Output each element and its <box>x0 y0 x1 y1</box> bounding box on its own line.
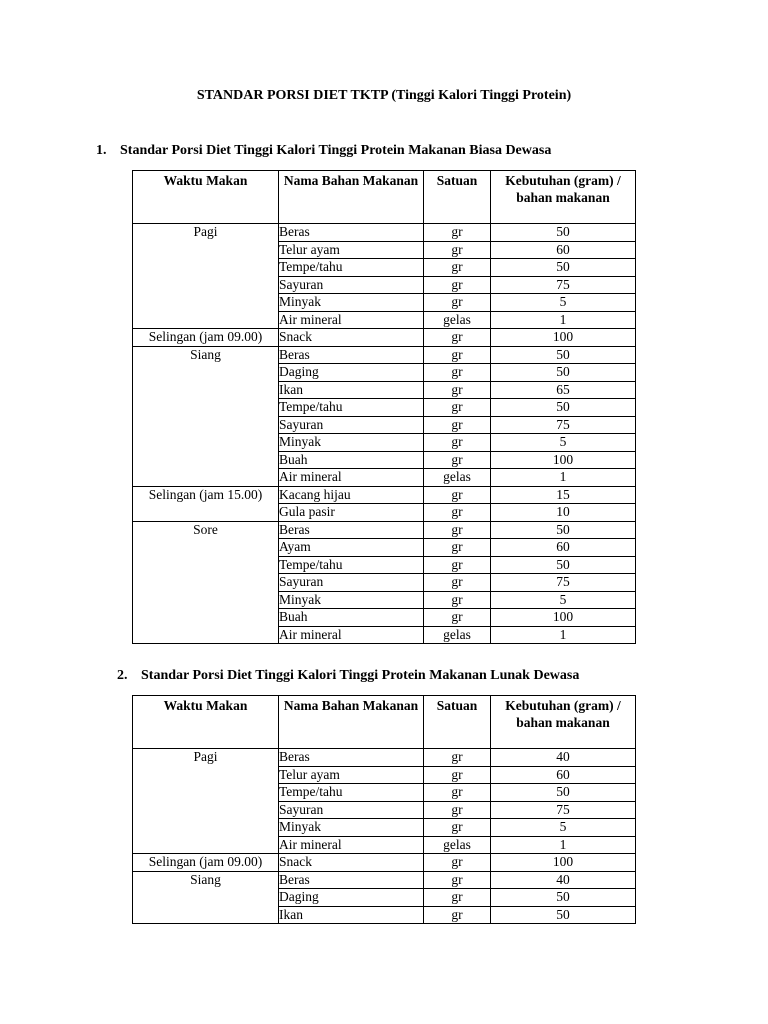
unit-cell: gr <box>424 294 491 312</box>
table-row <box>133 329 636 347</box>
requirement-cell: 40 <box>491 749 636 767</box>
section-2-heading <box>117 668 579 684</box>
unit-cell: gr <box>424 346 491 364</box>
requirement-cell: 40 <box>491 871 636 889</box>
unit-cell: gr <box>424 766 491 784</box>
food-name-cell: Snack <box>279 854 424 872</box>
food-name-cell: Air mineral <box>279 469 424 487</box>
unit-cell: gr <box>424 819 491 837</box>
unit-cell: gr <box>424 784 491 802</box>
requirement-cell: 1 <box>491 626 636 644</box>
food-name-cell: Minyak <box>279 294 424 312</box>
unit-cell: gr <box>424 889 491 907</box>
food-name-cell: Telur ayam <box>279 241 424 259</box>
header-requirement: Kebutuhan (gram) / bahan makanan <box>491 696 636 749</box>
header-food-name: Nama Bahan Makanan <box>279 171 424 224</box>
unit-cell: gr <box>424 609 491 627</box>
header-unit: Satuan <box>424 171 491 224</box>
header-meal-time: Waktu Makan <box>133 171 279 224</box>
requirement-cell: 75 <box>491 276 636 294</box>
food-name-cell: Sayuran <box>279 416 424 434</box>
section-2-heading-text: Standar Porsi Diet Tinggi Kalori Tinggi Protein Makanan Lunak Dewasa <box>141 668 580 683</box>
food-name-cell: Beras <box>279 749 424 767</box>
requirement-cell: 65 <box>491 381 636 399</box>
table-row <box>133 224 636 242</box>
requirement-cell: 100 <box>491 329 636 347</box>
portion-table-1 <box>132 170 636 644</box>
unit-cell: gr <box>424 364 491 382</box>
requirement-cell: 50 <box>491 521 636 539</box>
meal-time-cell: Siang <box>133 346 279 486</box>
unit-cell: gr <box>424 574 491 592</box>
food-name-cell: Beras <box>279 224 424 242</box>
unit-cell: gr <box>424 486 491 504</box>
food-name-cell: Beras <box>279 346 424 364</box>
requirement-cell: 50 <box>491 259 636 277</box>
meal-time-cell: Sore <box>133 521 279 644</box>
food-name-cell: Gula pasir <box>279 504 424 522</box>
meal-time-cell: Selingan (jam 09.00) <box>133 854 279 872</box>
unit-cell: gr <box>424 381 491 399</box>
requirement-cell: 100 <box>491 451 636 469</box>
food-name-cell: Sayuran <box>279 574 424 592</box>
requirement-cell: 1 <box>491 836 636 854</box>
food-name-cell: Minyak <box>279 434 424 452</box>
requirement-cell: 50 <box>491 556 636 574</box>
requirement-cell: 60 <box>491 241 636 259</box>
meal-time-cell: Selingan (jam 09.00) <box>133 329 279 347</box>
requirement-cell: 1 <box>491 311 636 329</box>
food-name-cell: Beras <box>279 871 424 889</box>
unit-cell: gr <box>424 504 491 522</box>
header-meal-time: Waktu Makan <box>133 696 279 749</box>
section-2-number: 2. <box>117 668 128 683</box>
unit-cell: gr <box>424 906 491 924</box>
unit-cell: gr <box>424 801 491 819</box>
unit-cell: gr <box>424 556 491 574</box>
requirement-cell: 50 <box>491 346 636 364</box>
requirement-cell: 100 <box>491 609 636 627</box>
portion-table-2 <box>132 695 636 924</box>
header-requirement: Kebutuhan (gram) / bahan makanan <box>491 171 636 224</box>
table-row <box>133 854 636 872</box>
unit-cell: gelas <box>424 311 491 329</box>
requirement-cell: 50 <box>491 906 636 924</box>
unit-cell: gr <box>424 329 491 347</box>
food-name-cell: Buah <box>279 609 424 627</box>
unit-cell: gelas <box>424 626 491 644</box>
meal-time-cell: Pagi <box>133 224 279 329</box>
table-row <box>133 871 636 889</box>
food-name-cell: Sayuran <box>279 801 424 819</box>
requirement-cell: 5 <box>491 591 636 609</box>
requirement-cell: 75 <box>491 574 636 592</box>
document-title: STANDAR PORSI DIET TKTP (Tinggi Kalori Tinggi Protein) <box>196 88 572 103</box>
food-name-cell: Air mineral <box>279 311 424 329</box>
section-1-heading-text: Standar Porsi Diet Tinggi Kalori Tinggi Protein Makanan Biasa Dewasa <box>120 143 552 158</box>
requirement-cell: 15 <box>491 486 636 504</box>
requirement-cell: 75 <box>491 416 636 434</box>
section-1-heading <box>96 143 551 159</box>
unit-cell: gr <box>424 451 491 469</box>
requirement-cell: 5 <box>491 434 636 452</box>
requirement-cell: 1 <box>491 469 636 487</box>
table-header-row <box>133 696 636 749</box>
table-row <box>133 486 636 504</box>
meal-time-cell: Selingan (jam 15.00) <box>133 486 279 521</box>
food-name-cell: Tempe/tahu <box>279 556 424 574</box>
unit-cell: gr <box>424 591 491 609</box>
unit-cell: gr <box>424 749 491 767</box>
requirement-cell: 60 <box>491 539 636 557</box>
food-name-cell: Buah <box>279 451 424 469</box>
food-name-cell: Daging <box>279 889 424 907</box>
food-name-cell: Air mineral <box>279 626 424 644</box>
requirement-cell: 50 <box>491 399 636 417</box>
unit-cell: gr <box>424 399 491 417</box>
requirement-cell: 60 <box>491 766 636 784</box>
food-name-cell: Tempe/tahu <box>279 399 424 417</box>
section-1-number: 1. <box>96 143 107 158</box>
unit-cell: gr <box>424 521 491 539</box>
table-row <box>133 521 636 539</box>
meal-time-cell: Pagi <box>133 749 279 854</box>
requirement-cell: 50 <box>491 784 636 802</box>
unit-cell: gelas <box>424 836 491 854</box>
requirement-cell: 5 <box>491 819 636 837</box>
unit-cell: gelas <box>424 469 491 487</box>
requirement-cell: 10 <box>491 504 636 522</box>
unit-cell: gr <box>424 871 491 889</box>
food-name-cell: Minyak <box>279 591 424 609</box>
header-unit: Satuan <box>424 696 491 749</box>
food-name-cell: Sayuran <box>279 276 424 294</box>
table-row <box>133 749 636 767</box>
unit-cell: gr <box>424 241 491 259</box>
food-name-cell: Beras <box>279 521 424 539</box>
unit-cell: gr <box>424 276 491 294</box>
requirement-cell: 75 <box>491 801 636 819</box>
header-food-name: Nama Bahan Makanan <box>279 696 424 749</box>
food-name-cell: Ayam <box>279 539 424 557</box>
food-name-cell: Minyak <box>279 819 424 837</box>
requirement-cell: 50 <box>491 889 636 907</box>
food-name-cell: Air mineral <box>279 836 424 854</box>
food-name-cell: Ikan <box>279 906 424 924</box>
food-name-cell: Snack <box>279 329 424 347</box>
meal-time-cell: Siang <box>133 871 279 924</box>
food-name-cell: Tempe/tahu <box>279 259 424 277</box>
unit-cell: gr <box>424 259 491 277</box>
unit-cell: gr <box>424 434 491 452</box>
unit-cell: gr <box>424 224 491 242</box>
requirement-cell: 50 <box>491 364 636 382</box>
unit-cell: gr <box>424 854 491 872</box>
food-name-cell: Kacang hijau <box>279 486 424 504</box>
table-header-row <box>133 171 636 224</box>
food-name-cell: Ikan <box>279 381 424 399</box>
requirement-cell: 5 <box>491 294 636 312</box>
food-name-cell: Tempe/tahu <box>279 784 424 802</box>
requirement-cell: 100 <box>491 854 636 872</box>
table-row <box>133 346 636 364</box>
unit-cell: gr <box>424 416 491 434</box>
food-name-cell: Telur ayam <box>279 766 424 784</box>
food-name-cell: Daging <box>279 364 424 382</box>
unit-cell: gr <box>424 539 491 557</box>
requirement-cell: 50 <box>491 224 636 242</box>
